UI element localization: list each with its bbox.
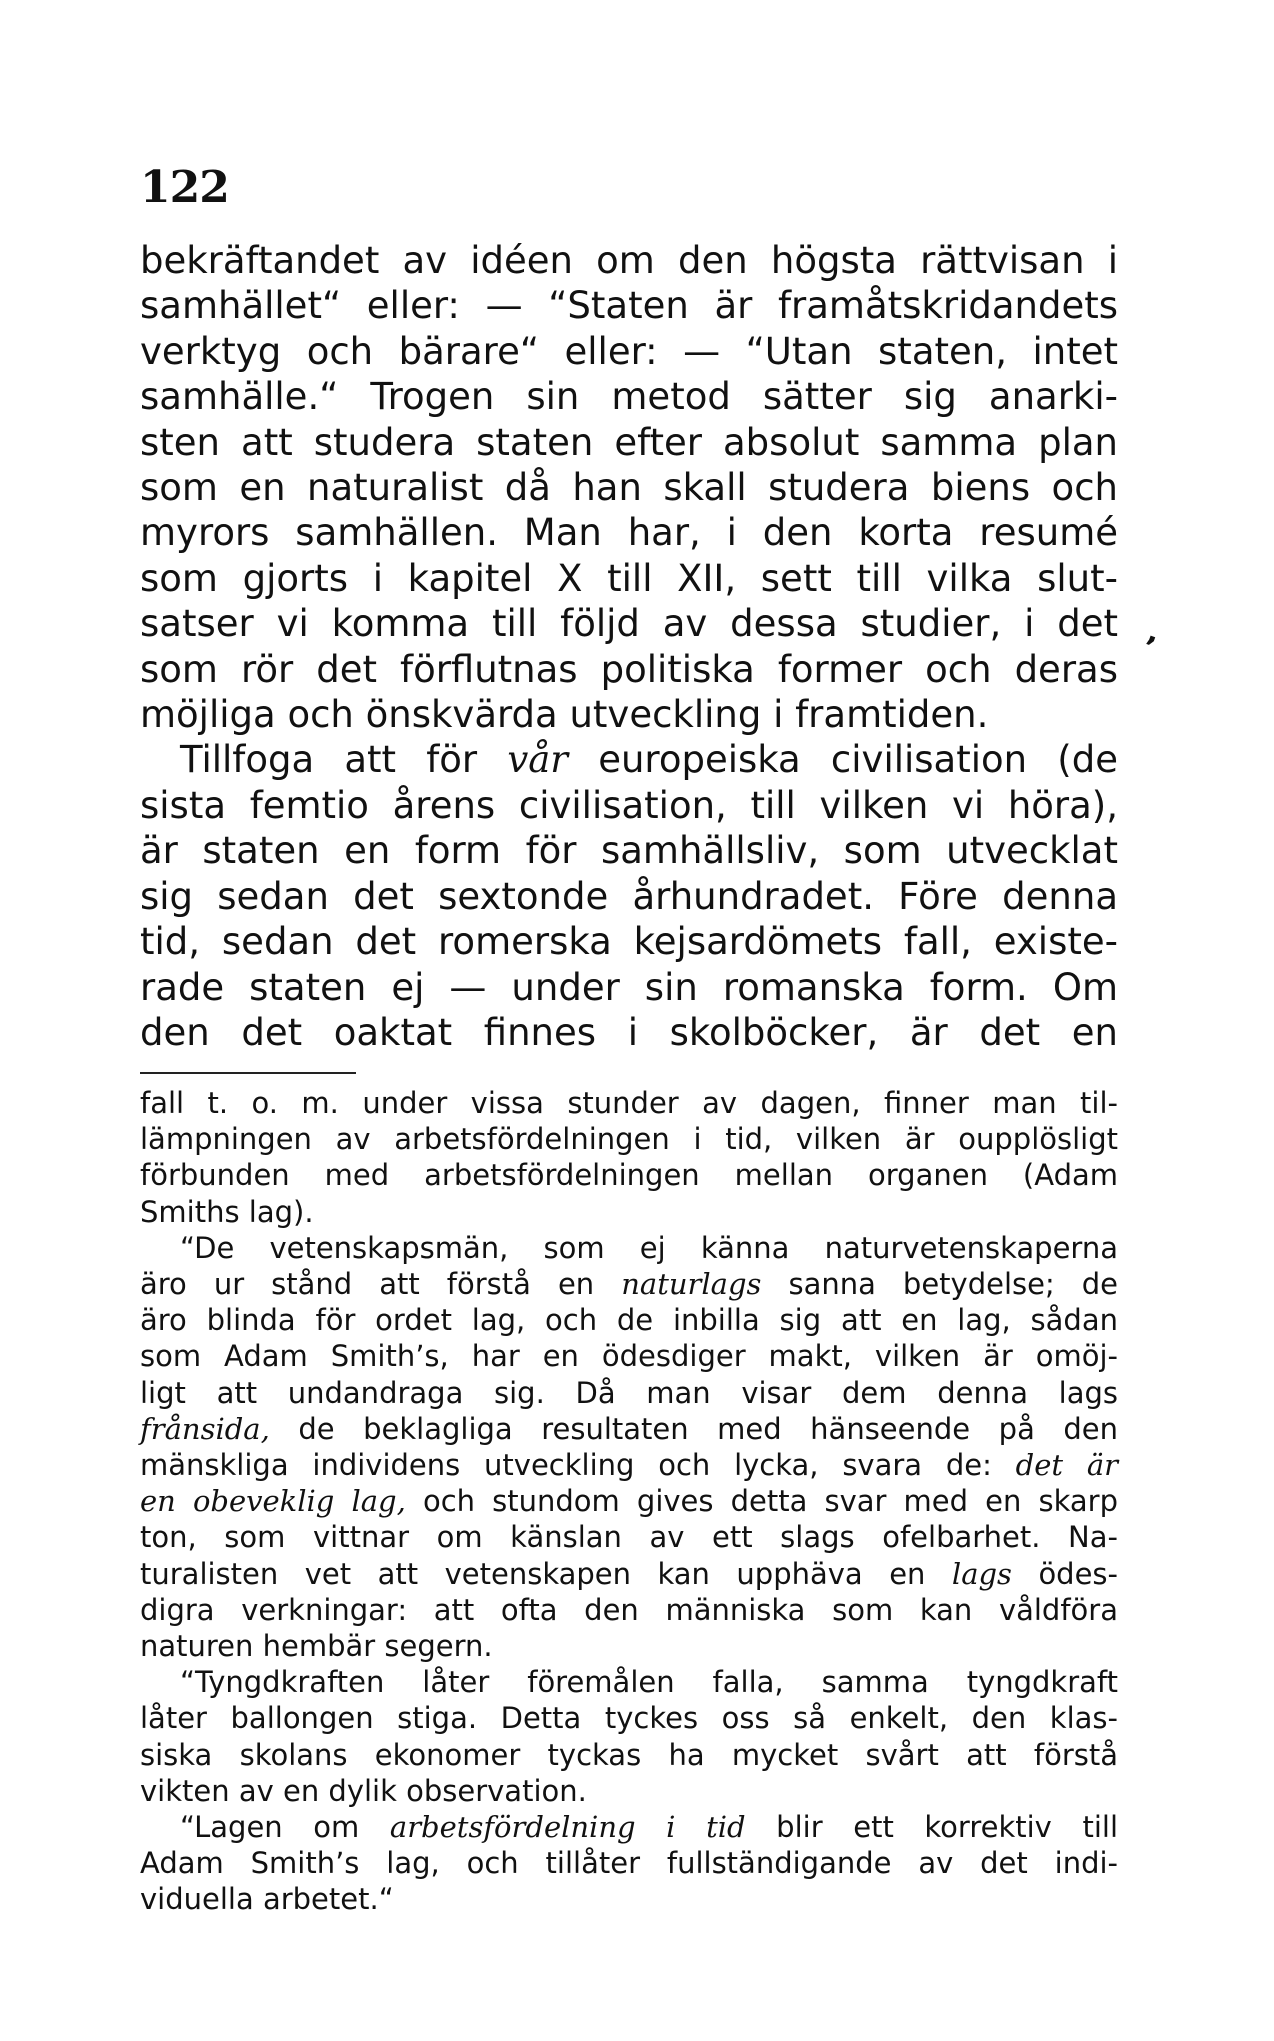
footnote-line: “Tyngdkraften låter föremålen falla, samma tyngdkraft bbox=[180, 1665, 1118, 1700]
footnote-text bbox=[140, 1085, 1118, 1918]
text-fragment: de beklagliga resultaten med hänseende på den bbox=[298, 1411, 1118, 1446]
italic-fragment: frånsida, bbox=[140, 1411, 270, 1446]
footnote-line bbox=[140, 1809, 1118, 1845]
text-line bbox=[140, 737, 1118, 782]
text-line: samhälle.“ Trogen sin metod sätter sig anarki- bbox=[140, 375, 1118, 419]
footnote-line: vikten av en dylik observation. bbox=[140, 1773, 587, 1808]
italic-fragment: vår bbox=[507, 738, 568, 782]
footnote-line: äro blinda för ordet lag, och de inbilla sig att en lag, sådan bbox=[140, 1303, 1118, 1338]
footnote-line: Smiths lag). bbox=[140, 1194, 314, 1229]
text-line: samhället“ eller: — “Staten är framåtskridandets bbox=[140, 284, 1118, 328]
footnote-line bbox=[140, 1556, 1118, 1592]
text-line: som en naturalist då han skall studera biens och bbox=[140, 466, 1118, 510]
text-fragment: europeiska civilisation (de bbox=[598, 738, 1118, 782]
text-line: sista femtio årens civilisation, till vilken vi höra), bbox=[140, 783, 1118, 827]
page-number: 122 bbox=[140, 162, 229, 213]
footnote-line bbox=[140, 1266, 1118, 1302]
footnote-line: låter ballongen stiga. Detta tyckes oss så enkelt, den klas- bbox=[140, 1701, 1118, 1736]
text-line: satser vi komma till följd av dessa studier, i det bbox=[140, 602, 1118, 646]
footnote-line: naturen hembär segern. bbox=[140, 1629, 493, 1664]
margin-mark: , bbox=[1143, 615, 1165, 650]
footnote-line: fall t. o. m. under vissa stunder av dagen, finner man til- bbox=[140, 1086, 1118, 1120]
footnote-line: siska skolans ekonomer tyckas ha mycket svårt att förstå bbox=[140, 1737, 1118, 1772]
text-line: sten att studera staten efter absolut samma plan bbox=[140, 420, 1118, 464]
footnote-divider bbox=[140, 1072, 356, 1074]
text-line: är staten en form för samhällsliv, som utvecklat bbox=[140, 829, 1118, 873]
text-fragment: sanna betydelse; de bbox=[788, 1267, 1119, 1302]
italic-fragment: lags bbox=[951, 1556, 1012, 1591]
text-line: rade staten ej — under sin romanska form. Om bbox=[140, 965, 1118, 1009]
footnote-line bbox=[140, 1483, 1118, 1519]
italic-fragment: naturlags bbox=[621, 1267, 762, 1302]
text-line: möjliga och önskvärda utveckling i framtiden. bbox=[140, 693, 989, 737]
text-line: myrors samhällen. Man har, i den korta resumé bbox=[140, 511, 1118, 555]
text-line: verktyg och bärare“ eller: — “Utan staten, intet bbox=[140, 329, 1118, 373]
footnote-line: som Adam Smith’s, har en ödesdiger makt, vilken är omöj- bbox=[140, 1339, 1118, 1374]
text-fragment: Tillfoga att för bbox=[180, 738, 478, 782]
text-line: sig sedan det sextonde århundradet. Före denna bbox=[140, 874, 1118, 918]
text-line: den det oaktat finnes i skolböcker, är det en bbox=[140, 1010, 1118, 1054]
italic-fragment: en obeveklig lag, bbox=[140, 1484, 406, 1519]
footnote-line: ligt att undandraga sig. Då man visar dem denna lags bbox=[140, 1375, 1118, 1410]
italic-fragment: arbetsfördelning i tid bbox=[389, 1810, 746, 1845]
footnote-line: Adam Smith’s lag, och tillåter fullständigande av det indi- bbox=[140, 1846, 1118, 1881]
text-line: som gjorts i kapitel X till XII, sett till vilka slut- bbox=[140, 556, 1118, 600]
text-fragment: “Lagen om bbox=[180, 1810, 360, 1845]
footnote-line: digra verkningar: att ofta den människa som kan våldföra bbox=[140, 1592, 1118, 1627]
text-line: bekräftandet av idéen om den högsta rättvisan i bbox=[140, 239, 1118, 282]
text-fragment: och stundom gives detta svar med en skarp bbox=[422, 1484, 1119, 1519]
italic-fragment: det är bbox=[1015, 1448, 1118, 1483]
text-fragment: ödes- bbox=[1038, 1556, 1119, 1591]
text-fragment: mänskliga individens utveckling och lycka, svara de: bbox=[140, 1448, 992, 1483]
footnote-line: ton, som vittnar om känslan av ett slags ofelbarhet. Na- bbox=[140, 1520, 1118, 1555]
footnote-line bbox=[140, 1411, 1118, 1447]
footnote-line bbox=[140, 1447, 1118, 1483]
main-text bbox=[140, 238, 1118, 1055]
footnote-line: förbunden med arbetsfördelningen mellan organen (Adam bbox=[140, 1158, 1118, 1193]
footnote-line: “De vetenskapsmän, som ej känna naturvetenskaperna bbox=[180, 1230, 1118, 1265]
text-fragment: blir ett korrektiv till bbox=[776, 1810, 1118, 1845]
footnote-line: viduella arbetet.“ bbox=[140, 1882, 394, 1917]
text-fragment: äro ur stånd att förstå en bbox=[140, 1267, 595, 1302]
text-line: som rör det förflutnas politiska former och deras bbox=[140, 647, 1118, 691]
text-fragment: turalisten vet att vetenskapen kan upphäva en bbox=[140, 1556, 926, 1591]
text-line: tid, sedan det romerska kejsardömets fall, existe- bbox=[140, 920, 1118, 964]
footnote-line: lämpningen av arbetsfördelningen i tid, vilken är oupplösligt bbox=[140, 1122, 1118, 1157]
